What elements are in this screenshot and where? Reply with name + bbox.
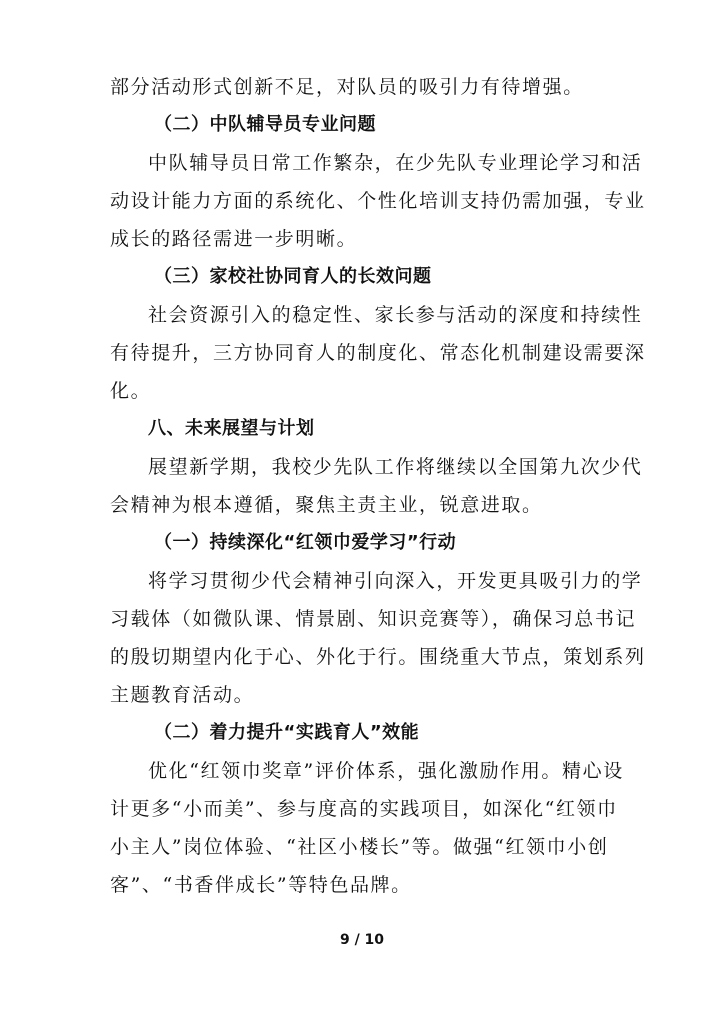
paragraph-line: 成长的路径需进一步明晰。 <box>110 228 358 250</box>
paragraph-line: 社会资源引入的稳定性、家长参与活动的深度和持续性 <box>148 304 643 326</box>
paragraph-line: 优化“红领巾奖章”评价体系，强化激励作用。精心设 <box>148 760 624 782</box>
paragraph-line: 动设计能力方面的系统化、个性化培训支持仍需加强，专业 <box>110 190 646 212</box>
section-heading: （二）中队辅导员专业问题 <box>154 114 376 135</box>
paragraph-line: 主题教育活动。 <box>110 684 255 706</box>
section-heading: （三）家校社协同育人的长效问题 <box>154 266 432 287</box>
paragraph-line: 有待提升，三方协同育人的制度化、常态化机制建设需要深 <box>110 342 646 364</box>
paragraph-line: 展望新学期，我校少先队工作将继续以全国第九次少代 <box>148 456 643 478</box>
paragraph-line: 习载体（如微队课、情景剧、知识竞赛等），确保习总书记 <box>110 608 637 630</box>
paragraph-line: 客”、“书香伴成长”等特色品牌。 <box>110 874 412 896</box>
section-heading: （一）持续深化“红领巾爱学习”行动 <box>154 532 457 553</box>
section-heading: （二）着力提升“实践育人”效能 <box>154 722 420 743</box>
page-number: 9 / 10 <box>339 932 385 948</box>
paragraph-line: 计更多“小而美”、参与度高的实践项目，如深化“红领巾 <box>110 798 618 820</box>
paragraph-line: 中队辅导员日常工作繁杂，在少先队专业理论学习和活 <box>148 152 643 174</box>
paragraph-line: 的殷切期望内化于心、外化于行。围绕重大节点，策划系列 <box>110 646 646 668</box>
paragraph-line: 部分活动形式创新不足，对队员的吸引力有待增强。 <box>110 76 584 98</box>
paragraph-line: 将学习贯彻少代会精神引向深入，开发更具吸引力的学 <box>148 570 643 592</box>
chapter-heading: 八、未来展望与计划 <box>148 418 315 439</box>
paragraph-line: 小主人”岗位体验、“社区小楼长”等。做强“红领巾小创 <box>110 836 609 858</box>
paragraph-line: 化。 <box>110 380 152 402</box>
paragraph-line: 会精神为根本遵循，聚焦主责主业，锐意进取。 <box>110 494 543 516</box>
document-body <box>110 68 646 904</box>
